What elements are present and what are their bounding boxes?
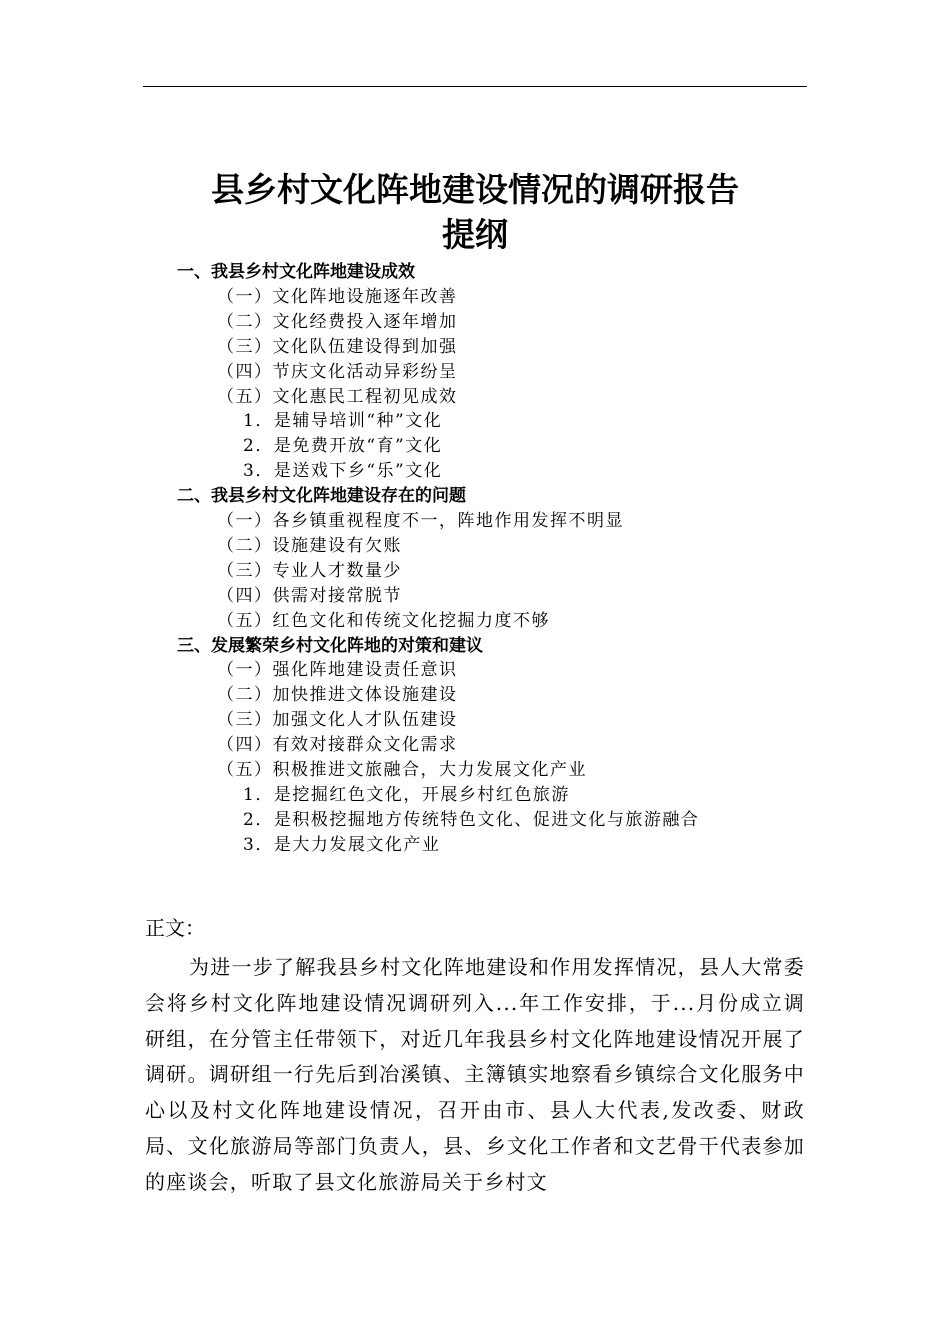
body-label: 正文： <box>145 916 205 940</box>
outline-subheading: （五）积极推进文旅融合，大力发展文化产业 <box>217 760 587 780</box>
document-subtitle: 提纲 <box>442 215 508 254</box>
outline-subheading: （二）设施建设有欠账 <box>217 535 402 556</box>
outline-subheading: （五）文化惠民工程初见成效 <box>217 386 458 407</box>
outline-subheading: （三）专业人才数量少 <box>217 560 402 581</box>
outline-subheading: （二）加快推进文体设施建设 <box>217 685 458 706</box>
outline-item: 3．是送戏下乡“乐”文化 <box>243 461 443 482</box>
outline-subheading: （三）文化队伍建设得到加强 <box>217 336 458 357</box>
outline-subheading: （一）文化阵地设施逐年改善 <box>217 286 458 307</box>
outline-subheading: （三）加强文化人才队伍建设 <box>217 710 458 731</box>
outline-subheading: （一）各乡镇重视程度不一，阵地作用发挥不明显 <box>217 511 624 531</box>
outline-item: 2．是免费开放“育”文化 <box>243 436 443 457</box>
outline-subheading: （四）有效对接群众文化需求 <box>217 735 458 756</box>
outline-heading: 三、发展繁荣乡村文化阵地的对策和建议 <box>177 635 483 656</box>
outline-item: 1．是辅导培训“种”文化 <box>243 411 443 432</box>
outline-heading: 二、我县乡村文化阵地建设存在的问题 <box>177 486 466 507</box>
outline-subheading: （二）文化经费投入逐年增加 <box>217 311 458 332</box>
outline-subheading: （五）红色文化和传统文化挖掘力度不够 <box>217 610 550 631</box>
outline-subheading: （一）强化阵地建设责任意识 <box>217 660 458 681</box>
outline-subheading: （四）节庆文化活动异彩纷呈 <box>217 361 458 382</box>
header-rule <box>143 86 807 87</box>
outline-item: 3．是大力发展文化产业 <box>243 834 441 855</box>
outline-subheading: （四）供需对接常脱节 <box>217 585 402 606</box>
document-title: 县乡村文化阵地建设情况的调研报告 <box>211 170 739 209</box>
outline-item: 2．是积极挖掘地方传统特色文化、促进文化与旅游融合 <box>243 809 700 830</box>
outline-item: 1．是挖掘红色文化，开展乡村红色旅游 <box>243 784 570 805</box>
body-paragraph: 为进一步了解我县乡村文化阵地建设和作用发挥情况，县人大常委会将乡村文化阵地建设情况调研列入...年工作安排，于...月份成立调研组，在分管主任带领下，对近几年我县乡村文化阵地建设情况开展了调研。调研组一行先后到冶溪镇、主簿镇实地察看乡镇综合文化服务中心以及村文化阵地建设情况，召开由市、县人大代表,发改委、财政局、文化旅游局等部门负责人，县、乡文化工作者和文艺骨干代表参加的座谈会，听取了县文化旅游局关于乡村文 <box>145 955 805 1194</box>
outline-heading: 一、我县乡村文化阵地建设成效 <box>177 262 415 282</box>
